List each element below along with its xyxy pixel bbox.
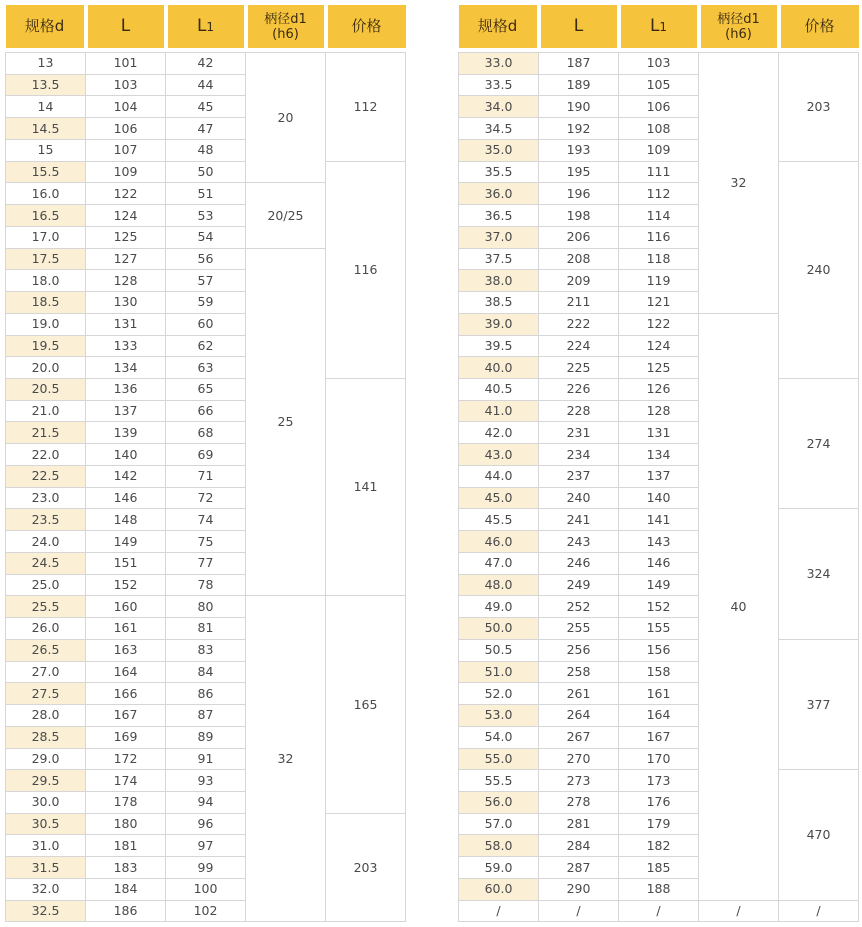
cell-spec-d: 33.0 <box>459 53 539 75</box>
cell-L: 273 <box>539 770 619 792</box>
cell-L: 134 <box>86 357 166 379</box>
header-L: L <box>539 5 619 48</box>
cell-L: 151 <box>86 552 166 574</box>
cell-L: 208 <box>539 248 619 270</box>
cell-L1: 86 <box>166 683 246 705</box>
cell-L1: 48 <box>166 139 246 161</box>
header-L1-main: L <box>649 15 660 36</box>
cell-spec-d: 31.5 <box>6 857 86 879</box>
cell-spec-d: 25.0 <box>6 574 86 596</box>
cell-spec-d: 28.0 <box>6 705 86 727</box>
cell-L1: 93 <box>166 770 246 792</box>
cell-spec-d: 32.5 <box>6 900 86 922</box>
cell-price: 141 <box>326 379 406 596</box>
cell-L: 127 <box>86 248 166 270</box>
cell-L: 122 <box>86 183 166 205</box>
table-row <box>459 161 859 183</box>
cell-L1: 164 <box>619 705 699 727</box>
cell-L: 160 <box>86 596 166 618</box>
cell-footer-slash: / <box>539 900 619 922</box>
cell-spec-d: 60.0 <box>459 878 539 900</box>
cell-L1: 134 <box>619 444 699 466</box>
cell-spec-d: 48.0 <box>459 574 539 596</box>
cell-L1: 103 <box>619 53 699 75</box>
cell-price: 203 <box>779 53 859 162</box>
cell-L: 270 <box>539 748 619 770</box>
cell-spec-d: 37.0 <box>459 226 539 248</box>
cell-footer-slash: / <box>779 900 859 922</box>
cell-L: 169 <box>86 726 166 748</box>
cell-L1: 69 <box>166 444 246 466</box>
cell-L: 164 <box>86 661 166 683</box>
cell-spec-d: 42.0 <box>459 422 539 444</box>
cell-L: 180 <box>86 813 166 835</box>
cell-spec-d: 55.0 <box>459 748 539 770</box>
cell-L1: 146 <box>619 552 699 574</box>
cell-L1: 167 <box>619 726 699 748</box>
cell-L: 225 <box>539 357 619 379</box>
cell-spec-d: 39.5 <box>459 335 539 357</box>
cell-L: 128 <box>86 270 166 292</box>
cell-L: 152 <box>86 574 166 596</box>
cell-L1: 47 <box>166 118 246 140</box>
cell-L1: 80 <box>166 596 246 618</box>
cell-shank-diameter: 20/25 <box>246 183 326 248</box>
cell-L: 139 <box>86 422 166 444</box>
cell-L1: 53 <box>166 205 246 227</box>
cell-spec-d: 18.5 <box>6 292 86 314</box>
cell-L1: 112 <box>619 183 699 205</box>
cell-L: 174 <box>86 770 166 792</box>
cell-L1: 114 <box>619 205 699 227</box>
cell-L: 196 <box>539 183 619 205</box>
cell-L: 163 <box>86 639 166 661</box>
cell-L1: 188 <box>619 878 699 900</box>
cell-spec-d: 36.0 <box>459 183 539 205</box>
cell-L: 252 <box>539 596 619 618</box>
cell-spec-d: 36.5 <box>459 205 539 227</box>
header-L1 <box>619 5 699 48</box>
cell-spec-d: 29.5 <box>6 770 86 792</box>
cell-L: 258 <box>539 661 619 683</box>
cell-L1: 125 <box>619 357 699 379</box>
cell-price: 240 <box>779 161 859 378</box>
cell-L: 281 <box>539 813 619 835</box>
cell-L1: 72 <box>166 487 246 509</box>
cell-spec-d: 22.5 <box>6 465 86 487</box>
right-table-body <box>459 53 859 922</box>
header-spec-d: 规格d <box>459 5 539 48</box>
cell-spec-d: 55.5 <box>459 770 539 792</box>
cell-L1: 179 <box>619 813 699 835</box>
cell-L1: 116 <box>619 226 699 248</box>
cell-spec-d: 33.5 <box>459 74 539 96</box>
cell-spec-d: 57.0 <box>459 813 539 835</box>
cell-spec-d: 29.0 <box>6 748 86 770</box>
cell-L1: 83 <box>166 639 246 661</box>
cell-spec-d: 27.5 <box>6 683 86 705</box>
cell-L1: 78 <box>166 574 246 596</box>
cell-price: 112 <box>326 53 406 162</box>
cell-spec-d: 53.0 <box>459 705 539 727</box>
cell-L: 234 <box>539 444 619 466</box>
cell-L: 267 <box>539 726 619 748</box>
cell-L1: 63 <box>166 357 246 379</box>
cell-L1: 68 <box>166 422 246 444</box>
cell-L1: 161 <box>619 683 699 705</box>
cell-price: 324 <box>779 509 859 639</box>
cell-L: 195 <box>539 161 619 183</box>
cell-L1: 54 <box>166 226 246 248</box>
cell-L: 255 <box>539 618 619 640</box>
cell-L1: 143 <box>619 531 699 553</box>
cell-L: 184 <box>86 878 166 900</box>
cell-L1: 75 <box>166 531 246 553</box>
cell-L1: 173 <box>619 770 699 792</box>
cell-L1: 122 <box>619 313 699 335</box>
cell-shank-diameter: 32 <box>699 53 779 314</box>
cell-spec-d: 16.5 <box>6 205 86 227</box>
cell-L1: 126 <box>619 379 699 401</box>
header-L1-main: L <box>196 15 207 36</box>
cell-L1: 89 <box>166 726 246 748</box>
cell-L1: 152 <box>619 596 699 618</box>
cell-L: 231 <box>539 422 619 444</box>
cell-spec-d: 35.0 <box>459 139 539 161</box>
cell-spec-d: 46.0 <box>459 531 539 553</box>
cell-spec-d: 13 <box>6 53 86 75</box>
cell-L: 109 <box>86 161 166 183</box>
cell-price: 274 <box>779 379 859 509</box>
cell-L: 101 <box>86 53 166 75</box>
cell-spec-d: 13.5 <box>6 74 86 96</box>
cell-footer-slash: / <box>619 900 699 922</box>
cell-L: 161 <box>86 618 166 640</box>
cell-spec-d: 35.5 <box>459 161 539 183</box>
cell-L1: 57 <box>166 270 246 292</box>
cell-L: 133 <box>86 335 166 357</box>
cell-shank-diameter: 25 <box>246 248 326 596</box>
cell-spec-d: 19.5 <box>6 335 86 357</box>
table-row <box>6 813 406 835</box>
cell-spec-d: 50.5 <box>459 639 539 661</box>
cell-spec-d: 32.0 <box>6 878 86 900</box>
cell-L1: 140 <box>619 487 699 509</box>
cell-L1: 137 <box>619 465 699 487</box>
cell-L1: 124 <box>619 335 699 357</box>
cell-L1: 50 <box>166 161 246 183</box>
cell-L: 124 <box>86 205 166 227</box>
cell-L1: 84 <box>166 661 246 683</box>
cell-L: 284 <box>539 835 619 857</box>
cell-spec-d: 40.0 <box>459 357 539 379</box>
cell-shank-diameter: 32 <box>246 596 326 922</box>
cell-L: 148 <box>86 509 166 531</box>
cell-spec-d: 30.0 <box>6 791 86 813</box>
cell-L1: 131 <box>619 422 699 444</box>
cell-L: 149 <box>86 531 166 553</box>
cell-L1: 105 <box>619 74 699 96</box>
cell-L1: 65 <box>166 379 246 401</box>
cell-L: 198 <box>539 205 619 227</box>
table-row <box>459 509 859 531</box>
cell-price: 116 <box>326 161 406 378</box>
cell-spec-d: 21.5 <box>6 422 86 444</box>
cell-L1: 109 <box>619 139 699 161</box>
cell-L: 209 <box>539 270 619 292</box>
cell-L: 166 <box>86 683 166 705</box>
cell-spec-d: 18.0 <box>6 270 86 292</box>
header-L: L <box>86 5 166 48</box>
cell-L1: 77 <box>166 552 246 574</box>
cell-footer-slash: / <box>699 900 779 922</box>
header-shank-line1: 柄径d1 <box>717 11 760 27</box>
cell-L: 107 <box>86 139 166 161</box>
cell-L1: 170 <box>619 748 699 770</box>
cell-L: 237 <box>539 465 619 487</box>
cell-spec-d: 17.5 <box>6 248 86 270</box>
cell-L: 240 <box>539 487 619 509</box>
cell-L1: 51 <box>166 183 246 205</box>
cell-spec-d: 44.0 <box>459 465 539 487</box>
cell-L: 189 <box>539 74 619 96</box>
table-row <box>459 770 859 792</box>
cell-L1: 106 <box>619 96 699 118</box>
cell-L: 131 <box>86 313 166 335</box>
cell-spec-d: 26.0 <box>6 618 86 640</box>
cell-spec-d: 27.0 <box>6 661 86 683</box>
cell-L: 136 <box>86 379 166 401</box>
cell-L: 125 <box>86 226 166 248</box>
cell-L1: 111 <box>619 161 699 183</box>
cell-spec-d: 20.0 <box>6 357 86 379</box>
cell-L1: 91 <box>166 748 246 770</box>
cell-spec-d: 31.0 <box>6 835 86 857</box>
cell-L: 186 <box>86 900 166 922</box>
cell-L1: 121 <box>619 292 699 314</box>
cell-L1: 45 <box>166 96 246 118</box>
cell-L1: 42 <box>166 53 246 75</box>
cell-L1: 60 <box>166 313 246 335</box>
table-row-footer <box>459 900 859 922</box>
cell-L1: 94 <box>166 791 246 813</box>
cell-L: 287 <box>539 857 619 879</box>
cell-L1: 155 <box>619 618 699 640</box>
cell-L: 206 <box>539 226 619 248</box>
cell-L1: 87 <box>166 705 246 727</box>
cell-L: 193 <box>539 139 619 161</box>
cell-L1: 74 <box>166 509 246 531</box>
table-row <box>6 596 406 618</box>
cell-price: 377 <box>779 639 859 769</box>
cell-L1: 71 <box>166 465 246 487</box>
cell-L1: 102 <box>166 900 246 922</box>
cell-spec-d: 59.0 <box>459 857 539 879</box>
cell-L1: 158 <box>619 661 699 683</box>
header-shank-diameter <box>246 5 326 48</box>
cell-L: 106 <box>86 118 166 140</box>
header-L1 <box>166 5 246 48</box>
cell-spec-d: 56.0 <box>459 791 539 813</box>
cell-spec-d: 39.0 <box>459 313 539 335</box>
cell-L1: 62 <box>166 335 246 357</box>
cell-spec-d: 24.0 <box>6 531 86 553</box>
cell-spec-d: 47.0 <box>459 552 539 574</box>
cell-L: 172 <box>86 748 166 770</box>
cell-L: 178 <box>86 791 166 813</box>
cell-L: 249 <box>539 574 619 596</box>
cell-L: 246 <box>539 552 619 574</box>
cell-spec-d: 41.0 <box>459 400 539 422</box>
table-row <box>6 161 406 183</box>
cell-L: 104 <box>86 96 166 118</box>
cell-spec-d: 14.5 <box>6 118 86 140</box>
cell-L: 181 <box>86 835 166 857</box>
cell-L1: 118 <box>619 248 699 270</box>
cell-spec-d: 28.5 <box>6 726 86 748</box>
header-row <box>459 5 859 48</box>
cell-L: 146 <box>86 487 166 509</box>
header-L1-sub: 1 <box>659 19 668 34</box>
cell-spec-d: 15 <box>6 139 86 161</box>
cell-spec-d: 45.0 <box>459 487 539 509</box>
header-price: 价格 <box>779 5 859 48</box>
cell-spec-d: 38.0 <box>459 270 539 292</box>
cell-L: 192 <box>539 118 619 140</box>
cell-spec-d: 15.5 <box>6 161 86 183</box>
cell-L: 167 <box>86 705 166 727</box>
cell-L1: 56 <box>166 248 246 270</box>
cell-spec-d: 51.0 <box>459 661 539 683</box>
cell-L: 290 <box>539 878 619 900</box>
left-table-body <box>6 53 406 922</box>
cell-L: 183 <box>86 857 166 879</box>
cell-spec-d: 50.0 <box>459 618 539 640</box>
cell-L1: 149 <box>619 574 699 596</box>
cell-L: 256 <box>539 639 619 661</box>
cell-L: 224 <box>539 335 619 357</box>
cell-L: 103 <box>86 74 166 96</box>
header-shank-line2: (h6) <box>272 26 299 42</box>
header-row <box>6 5 406 48</box>
cell-footer-slash: / <box>459 900 539 922</box>
cell-spec-d: 54.0 <box>459 726 539 748</box>
cell-spec-d: 20.5 <box>6 379 86 401</box>
cell-spec-d: 19.0 <box>6 313 86 335</box>
cell-L1: 182 <box>619 835 699 857</box>
cell-L: 228 <box>539 400 619 422</box>
cell-L: 226 <box>539 379 619 401</box>
cell-spec-d: 49.0 <box>459 596 539 618</box>
cell-L1: 119 <box>619 270 699 292</box>
cell-L1: 185 <box>619 857 699 879</box>
cell-spec-d: 23.0 <box>6 487 86 509</box>
cell-price: 470 <box>779 770 859 900</box>
header-spec-d: 规格d <box>6 5 86 48</box>
cell-L1: 59 <box>166 292 246 314</box>
cell-L1: 100 <box>166 878 246 900</box>
cell-L: 264 <box>539 705 619 727</box>
cell-spec-d: 43.0 <box>459 444 539 466</box>
cell-L: 261 <box>539 683 619 705</box>
cell-spec-d: 38.5 <box>459 292 539 314</box>
header-price: 价格 <box>326 5 406 48</box>
cell-price: 165 <box>326 596 406 813</box>
left-spec-table <box>5 5 406 922</box>
table-row <box>459 53 859 75</box>
cell-L1: 97 <box>166 835 246 857</box>
cell-L: 222 <box>539 313 619 335</box>
cell-L: 241 <box>539 509 619 531</box>
header-shank-line2: (h6) <box>725 26 752 42</box>
cell-L: 142 <box>86 465 166 487</box>
table-row <box>6 379 406 401</box>
cell-L1: 99 <box>166 857 246 879</box>
cell-shank-diameter: 40 <box>699 313 779 900</box>
cell-spec-d: 22.0 <box>6 444 86 466</box>
cell-L1: 81 <box>166 618 246 640</box>
cell-L1: 128 <box>619 400 699 422</box>
table-row <box>459 379 859 401</box>
cell-spec-d: 25.5 <box>6 596 86 618</box>
cell-spec-d: 16.0 <box>6 183 86 205</box>
cell-spec-d: 40.5 <box>459 379 539 401</box>
cell-spec-d: 23.5 <box>6 509 86 531</box>
cell-L1: 141 <box>619 509 699 531</box>
header-L1-sub: 1 <box>206 19 215 34</box>
table-row <box>6 53 406 75</box>
cell-spec-d: 34.5 <box>459 118 539 140</box>
cell-spec-d: 26.5 <box>6 639 86 661</box>
cell-spec-d: 37.5 <box>459 248 539 270</box>
cell-L1: 156 <box>619 639 699 661</box>
cell-spec-d: 24.5 <box>6 552 86 574</box>
table-row <box>459 639 859 661</box>
cell-L1: 44 <box>166 74 246 96</box>
right-spec-table <box>458 5 859 922</box>
cell-L: 140 <box>86 444 166 466</box>
cell-L1: 108 <box>619 118 699 140</box>
header-shank-line1: 柄径d1 <box>264 11 307 27</box>
cell-L: 243 <box>539 531 619 553</box>
header-shank-diameter <box>699 5 779 48</box>
cell-shank-diameter: 20 <box>246 53 326 183</box>
cell-spec-d: 30.5 <box>6 813 86 835</box>
cell-spec-d: 52.0 <box>459 683 539 705</box>
cell-spec-d: 17.0 <box>6 226 86 248</box>
cell-L: 187 <box>539 53 619 75</box>
cell-L1: 96 <box>166 813 246 835</box>
cell-L: 190 <box>539 96 619 118</box>
cell-L1: 176 <box>619 791 699 813</box>
cell-L: 137 <box>86 400 166 422</box>
cell-L1: 66 <box>166 400 246 422</box>
cell-spec-d: 14 <box>6 96 86 118</box>
cell-spec-d: 21.0 <box>6 400 86 422</box>
cell-spec-d: 45.5 <box>459 509 539 531</box>
cell-price: 203 <box>326 813 406 922</box>
cell-spec-d: 34.0 <box>459 96 539 118</box>
cell-L: 278 <box>539 791 619 813</box>
cell-spec-d: 58.0 <box>459 835 539 857</box>
cell-L: 130 <box>86 292 166 314</box>
cell-L: 211 <box>539 292 619 314</box>
